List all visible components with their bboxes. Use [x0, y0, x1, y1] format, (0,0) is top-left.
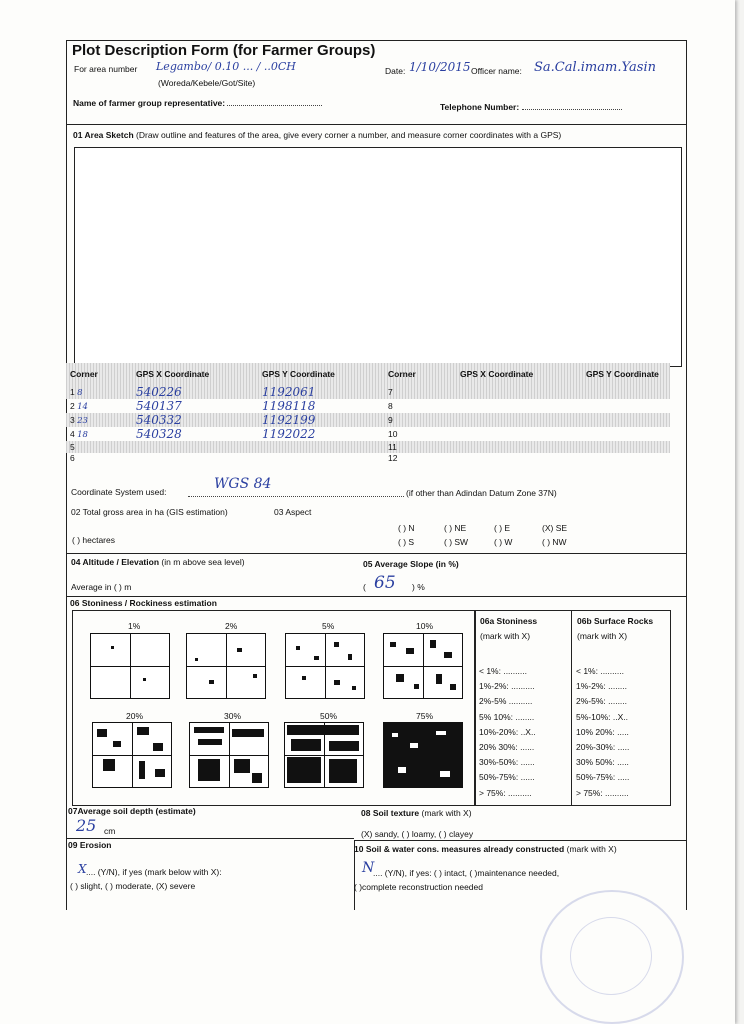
frame-right [686, 40, 687, 910]
stoniness-chart-20pct [92, 722, 172, 788]
gps-x-cell[interactable]: 540332 [136, 413, 182, 427]
divider [66, 838, 354, 839]
table-row [66, 453, 670, 465]
gps-y-cell[interactable] [258, 453, 384, 465]
gps-y-cell-2[interactable] [582, 399, 670, 413]
q04-heading: 04 Altitude / Elevation (in m above sea level) [71, 557, 245, 567]
list-item[interactable]: 5% 10%: ........ [479, 711, 535, 722]
list-item[interactable]: > 75%: .......... [576, 787, 629, 798]
q05-value[interactable]: 65 [374, 573, 396, 593]
table-row [66, 427, 670, 441]
q04-average[interactable]: Average in ( ) m [71, 582, 132, 592]
q09-label: 09 Erosion [68, 840, 112, 850]
gps-header-row [66, 363, 670, 385]
aspect-n[interactable]: ( ) N [398, 523, 415, 533]
pct-label: 1% [128, 621, 141, 631]
gps-y-cell-2[interactable] [582, 427, 670, 441]
surface-rocks-options[interactable] [576, 664, 629, 801]
area-sketch-box[interactable] [74, 147, 682, 367]
corner-num-2: 9 [388, 415, 393, 425]
pct-label: 10% [416, 621, 434, 631]
coord-system-value[interactable]: WGS 84 [214, 476, 272, 492]
stoniness-options[interactable] [479, 664, 536, 801]
q09-yn-text: .... (Y/N), if yes (mark below with X): [86, 867, 222, 877]
date-label: Date: [385, 66, 406, 76]
gps-x-cell-2[interactable] [456, 441, 582, 453]
stoniness-chart-2pct [186, 633, 266, 699]
corner-num-2: 10 [388, 429, 398, 439]
q10-heading: 10 Soil & water cons. measures already constructed (mark with X) [354, 844, 617, 854]
list-item[interactable]: > 75%: .......... [479, 787, 532, 798]
corner-num: 4 18 [70, 428, 88, 440]
gps-x-cell-2[interactable] [456, 453, 582, 465]
corner-num-2: 8 [388, 401, 393, 411]
q05-label: 05 Average Slope (in %) [363, 559, 459, 569]
gps-y-cell-2[interactable] [582, 441, 670, 453]
gps-y-cell[interactable]: 1192061 [262, 385, 316, 399]
pct-label: 20% [126, 711, 144, 721]
list-item[interactable]: 2%-5%: ........ [576, 696, 628, 707]
form-title: Plot Description Form (for Farmer Groups) [72, 42, 376, 59]
list-item[interactable]: < 1%: .......... [479, 666, 527, 676]
pct-label: 30% [224, 711, 242, 721]
q02-unit[interactable]: ( ) hectares [72, 535, 115, 545]
q08-heading: 08 Soil texture (mark with X) [361, 808, 472, 818]
q05-open: ( [363, 582, 366, 592]
pct-label: 75% [416, 711, 434, 721]
col-gps-y: GPS Y Coordinate [262, 369, 335, 379]
woreda-hint: (Woreda/Kebele/Got/Site) [158, 78, 256, 88]
list-item[interactable]: 10%-20%: ..X.. [479, 726, 536, 737]
list-item[interactable]: 50%-75%: ..... [576, 772, 630, 783]
q07-label: 07Average soil depth (estimate) [68, 806, 196, 816]
aspect-se[interactable]: (X) SE [542, 523, 568, 533]
col-gps-x-2: GPS X Coordinate [460, 369, 534, 379]
stoniness-chart-10pct [383, 633, 463, 699]
list-item[interactable]: 10% 20%: ..... [576, 726, 629, 737]
gps-x-cell[interactable] [132, 441, 258, 453]
q02-label: 02 Total gross area in ha (GIS estimation) [71, 507, 228, 517]
col-corner-2: Corner [388, 369, 416, 379]
gps-y-cell-2[interactable] [582, 453, 670, 465]
coord-system-note: (if other than Adindan Datum Zone 37N) [406, 488, 557, 498]
q05-unit: ) % [412, 582, 425, 592]
stoniness-chart-75pct [383, 722, 463, 788]
q10-rebuild[interactable]: ( )complete reconstruction needed [354, 882, 483, 892]
rep-label: Name of farmer group representative: [73, 98, 322, 108]
pct-label: 5% [322, 621, 335, 631]
list-item[interactable]: 20% 30%: ...... [479, 742, 535, 753]
gps-y-cell-2[interactable] [582, 413, 670, 427]
list-item[interactable]: 1%-2%: ........ [576, 681, 628, 692]
area-sketch-heading: 01 Area Sketch (Draw outline and features of the area, give every corner a number, and measure corner coordinates with a GPS) [73, 130, 562, 140]
stoniness-hint: (mark with X) [480, 631, 531, 641]
aspect-sw[interactable]: ( ) SW [444, 537, 469, 547]
corner-num-2: 12 [388, 453, 398, 464]
gps-y-cell-2[interactable] [582, 385, 670, 399]
q10-yn-text: .... (Y/N), if yes: ( ) intact, ( )maintenance needed, [373, 868, 560, 878]
phone-label: Telephone Number: [440, 102, 622, 112]
aspect-nw[interactable]: ( ) NW [542, 537, 567, 547]
stoniness-chart-5pct [285, 633, 365, 699]
q06-label: 06 Stoniness / Rockiness estimation [70, 598, 217, 608]
official-stamp [540, 890, 684, 1024]
list-item[interactable]: 20%-30%: ..... [576, 742, 630, 753]
corner-num: 2 14 [70, 400, 88, 412]
farm-area-label: For area number [74, 64, 138, 74]
list-item[interactable]: 2%-5% .......... [479, 696, 533, 707]
gps-y-cell[interactable]: 1192199 [262, 413, 316, 427]
divider [66, 553, 687, 554]
gps-x-cell-2[interactable] [456, 399, 582, 413]
table-row [66, 413, 670, 427]
gps-y-cell[interactable] [258, 441, 384, 453]
gps-table [66, 363, 670, 464]
corner-num: 3 23 [70, 414, 88, 426]
date-value[interactable]: 1/10/2015 [409, 60, 471, 74]
surface-rocks-hint: (mark with X) [577, 631, 628, 641]
q03-label: 03 Aspect [274, 507, 312, 517]
stoniness-chart-30pct [189, 722, 269, 788]
farm-area-value[interactable]: Legambo/ 0.10 ... / ..0CH [156, 60, 296, 73]
frame-top [66, 40, 687, 41]
corner-num: 5 [70, 441, 75, 452]
gps-y-cell[interactable]: 1198118 [262, 399, 316, 413]
col-gps-y-2: GPS Y Coordinate [586, 369, 659, 379]
table-row [66, 385, 670, 399]
coord-system-label: Coordinate System used: [71, 487, 167, 497]
gps-x-cell[interactable] [132, 453, 258, 465]
aspect-w[interactable]: ( ) W [494, 537, 513, 547]
stoniness-chart-50pct [284, 722, 364, 788]
aspect-e[interactable]: ( ) E [494, 523, 511, 533]
pct-label: 2% [225, 621, 238, 631]
q10-yn-value[interactable]: N [362, 860, 375, 876]
gps-x-cell-2[interactable] [456, 385, 582, 399]
gps-y-cell[interactable]: 1192022 [262, 427, 316, 441]
table-row [66, 399, 670, 413]
col-corner: Corner [70, 369, 98, 379]
list-item[interactable]: 50%-75%: ...... [479, 772, 535, 783]
list-item[interactable]: 30%-50%: ...... [479, 757, 535, 768]
q09-yn-value[interactable]: X [78, 862, 87, 876]
gps-x-cell[interactable]: 540226 [136, 385, 182, 399]
divider [66, 596, 687, 597]
gps-x-cell-2[interactable] [456, 427, 582, 441]
divider [66, 124, 687, 125]
divider [354, 840, 687, 841]
q07-value[interactable]: 25 [76, 816, 97, 835]
aspect-ne[interactable]: ( ) NE [444, 523, 467, 533]
corner-num-2: 7 [388, 387, 393, 397]
col-gps-x: GPS X Coordinate [136, 369, 210, 379]
q08-options[interactable]: (X) sandy, ( ) loamy, ( ) clayey [361, 829, 474, 839]
officer-value[interactable]: Sa.Cal.imam.Yasin [534, 60, 656, 75]
list-item[interactable]: 30% 50%: ..... [576, 757, 629, 768]
gps-x-cell[interactable]: 540137 [136, 399, 182, 413]
list-item[interactable]: 1%-2%: .......... [479, 681, 535, 692]
corner-num: 1 8 [70, 386, 83, 398]
stoniness-chart-1pct [90, 633, 170, 699]
table-row [66, 441, 670, 453]
aspect-s[interactable]: ( ) S [398, 537, 415, 547]
q09-levels[interactable]: ( ) slight, ( ) moderate, (X) severe [70, 881, 196, 891]
frame-left [66, 40, 67, 910]
list-item[interactable]: < 1%: .......... [576, 666, 624, 676]
gps-x-cell[interactable]: 540328 [136, 427, 182, 441]
corner-num: 6 [70, 453, 75, 464]
stoniness-title: 06a Stoniness [480, 616, 538, 626]
surface-rocks-title: 06b Surface Rocks [577, 616, 654, 626]
gps-x-cell-2[interactable] [456, 413, 582, 427]
corner-num-2: 11 [388, 441, 397, 452]
pct-label: 50% [320, 711, 338, 721]
q07-unit: cm [104, 826, 116, 836]
officer-label: Officer name: [471, 66, 522, 76]
list-item[interactable]: 5%-10%: ..X.. [576, 711, 628, 722]
